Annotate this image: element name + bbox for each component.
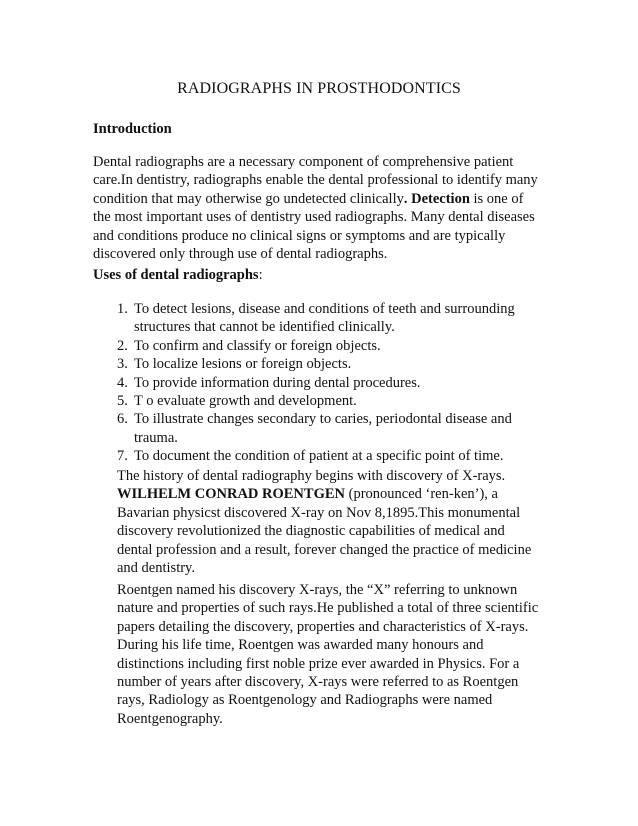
list-item-text: To localize lesions or foreign objects.: [134, 356, 352, 373]
roentgen-line-5: distinctions including first noble prize ever awarded in Physics. For a: [117, 655, 520, 672]
list-item-text: To document the condition of patient at a specific point of time.: [134, 448, 504, 465]
history-line-1: The history of dental radiography begins with discovery of X-rays.: [117, 468, 506, 484]
roentgen-line-1: Roentgen named his discovery X-rays, the “X” referring to unknown: [117, 582, 518, 598]
list-item-text-continued: structures that cannot be identified clinically.: [134, 319, 395, 336]
history-line-6: and dentistry.: [117, 560, 195, 577]
uses-heading: [93, 266, 263, 284]
history-line-3: Bavarian physicst discovered X-ray on Nov 8,1895.This monumental: [117, 504, 521, 521]
intro-line-4: the most important uses of dentistry used radiographs. Many dental diseases: [93, 209, 535, 226]
list-item-number: 7.: [117, 448, 128, 465]
intro-line-3-tail: is one of: [469, 190, 524, 207]
list-item-number: 2.: [117, 337, 128, 354]
roentgen-paragraph: [117, 581, 538, 728]
intro-line-1: Dental radiographs are a necessary component of comprehensive patient: [93, 154, 514, 170]
roentgen-name: WILHELM CONRAD ROENTGEN: [117, 486, 345, 503]
introduction-heading: Introduction: [93, 121, 172, 137]
list-item-text: To detect lesions, disease and conditions of teeth and surrounding: [134, 301, 515, 317]
list-item-text: To confirm and classify or foreign objects.: [134, 337, 381, 354]
history-paragraph: [117, 467, 531, 577]
intro-line-2: care.In dentistry, radiographs enable the dental professional to identify many: [93, 172, 538, 189]
uses-heading-colon: :: [258, 267, 263, 283]
list-item-text: To illustrate changes secondary to caries, periodontal disease and: [134, 411, 512, 428]
list-item: [93, 447, 515, 465]
history-line-2-tail: (pronounced ‘ren-ken’), a: [345, 486, 498, 503]
list-item: [93, 392, 515, 410]
roentgen-line-7: rays, Radiology as Roentgenology and Radiographs were named: [117, 692, 493, 709]
roentgen-line-4: During his life time, Roentgen was awarded many honours and: [117, 637, 484, 654]
intro-line-5: and conditions produce no clinical signs or symptoms and are typically: [93, 227, 506, 244]
roentgen-line-8: Roentgenography.: [117, 710, 223, 727]
detection-term: . Detection: [403, 190, 470, 207]
history-line-2: [117, 485, 531, 503]
intro-line-3-text: condition that may otherwise go undetected clinically: [93, 190, 404, 207]
intro-line-6: discovered only through use of dental radiographs.: [93, 246, 388, 263]
uses-heading-text: Uses of dental radiographs: [93, 267, 259, 283]
list-item: [93, 300, 515, 337]
uses-list: [93, 300, 515, 466]
history-line-4: discovery revolutionized the diagnostic capabilities of medical and: [117, 523, 505, 540]
list-item-number: 5.: [117, 393, 128, 410]
introduction-paragraph: [93, 153, 538, 263]
list-item: [93, 355, 515, 373]
list-item: [93, 337, 515, 355]
list-item-text: T o evaluate growth and development.: [134, 393, 357, 410]
roentgen-line-2: nature and properties of such rays.He published a total of three scientific: [117, 600, 539, 617]
list-item-text: To provide information during dental procedures.: [134, 374, 421, 391]
list-item: [93, 374, 515, 392]
list-item: [93, 410, 515, 447]
history-line-5: dental profession and a result, forever changed the practice of medicine: [117, 541, 532, 558]
roentgen-line-3: papers detailing the discovery, properties and characteristics of X-rays.: [117, 618, 529, 635]
list-item-number: 4.: [117, 374, 128, 391]
document-title: RADIOGRAPHS IN PROSTHODONTICS: [177, 80, 461, 97]
list-item-text-continued: trauma.: [134, 429, 178, 446]
list-item-number: 3.: [117, 356, 128, 373]
list-item-number: 1.: [117, 301, 128, 317]
list-item-number: 6.: [117, 411, 128, 428]
intro-line-3: [93, 190, 538, 208]
roentgen-line-6: number of years after discovery, X-rays were referred to as Roentgen: [117, 674, 519, 691]
